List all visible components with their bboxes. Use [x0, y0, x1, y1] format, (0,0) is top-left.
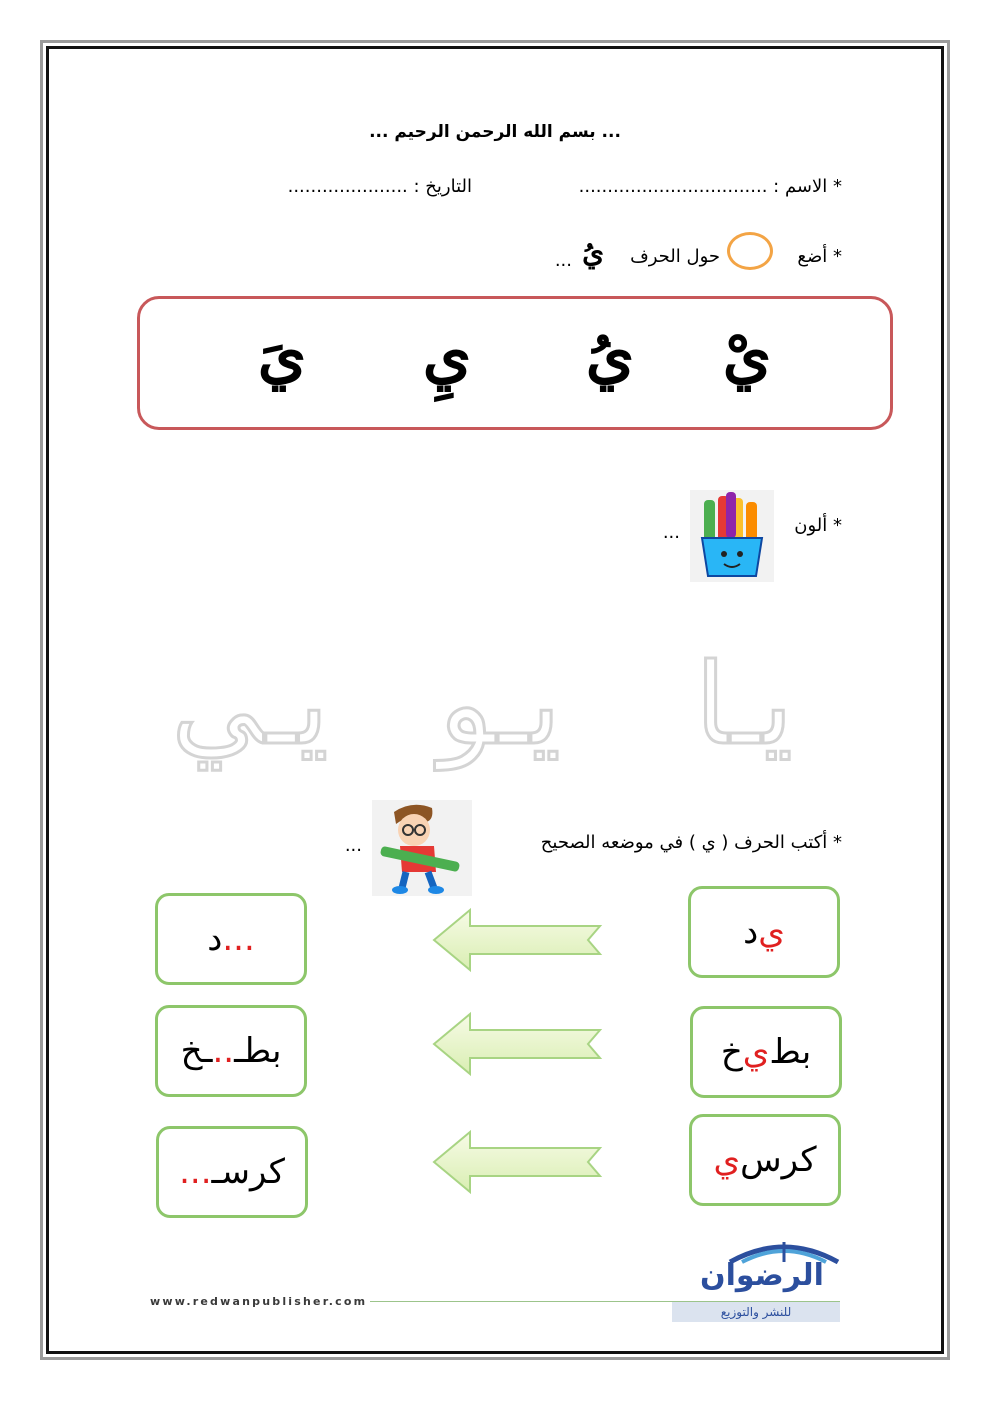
- word-full-1-post: د: [743, 912, 759, 952]
- word-blank-3-letter: ...: [179, 1152, 212, 1192]
- word-box-full-3: [689, 1114, 841, 1206]
- word-full-2-letter: ي: [742, 1032, 770, 1072]
- ex3-label: * أكتب الحرف ( ي ) في موضعه الصحيح: [540, 832, 842, 853]
- word-full-3-letter: ي: [713, 1140, 741, 1180]
- letter-sukun[interactable]: يْ: [722, 318, 772, 391]
- word-box-full-1: [688, 886, 840, 978]
- arrow-left-icon-1: [430, 906, 604, 974]
- word-box-blank-2[interactable]: [155, 1005, 307, 1097]
- publisher-tagline: للنشر والتوزيع: [672, 1302, 840, 1322]
- arrow-left-icon-2: [430, 1010, 604, 1078]
- word-blank-1-post: د: [207, 919, 223, 959]
- footer-url[interactable]: www.redwanpublisher.com: [150, 1295, 368, 1308]
- word-blank-2-letter: ..: [212, 1031, 235, 1071]
- outline-word-ya-ya[interactable]: يـي: [171, 640, 329, 770]
- arrow-left-icon-3: [430, 1128, 604, 1196]
- ex3-trail: ...: [344, 835, 362, 856]
- letter-damma[interactable]: يُ: [585, 318, 635, 391]
- ex1-letter: يُ: [582, 236, 604, 269]
- crayon-cup-icon: [690, 490, 774, 582]
- letter-fatha[interactable]: يَ: [257, 318, 307, 391]
- name-line[interactable]: * الاسم : .................................: [578, 176, 842, 197]
- word-full-3-pre: كرس: [740, 1140, 817, 1180]
- word-box-blank-3[interactable]: [156, 1126, 308, 1218]
- word-box-full-2: [690, 1006, 842, 1098]
- ex1-trail: ...: [554, 250, 572, 271]
- date-line[interactable]: التاريخ : .....................: [287, 176, 472, 197]
- word-full-1-letter: ي: [758, 912, 785, 952]
- ex2-trail: ...: [662, 522, 680, 543]
- publisher-logo-text: الرضوان: [700, 1258, 824, 1293]
- word-blank-3-pre: كرسـ: [211, 1152, 285, 1192]
- boy-with-pencil-icon: [372, 800, 472, 896]
- ex2-label: * ألون: [794, 515, 842, 536]
- ex1-after: حول الحرف: [630, 246, 720, 267]
- outline-word-ya-waw[interactable]: يـو: [439, 640, 561, 770]
- word-box-blank-1[interactable]: [155, 893, 307, 985]
- outline-word-ya-alif[interactable]: يـا: [694, 640, 794, 770]
- word-blank-2-post: ـخ: [180, 1031, 213, 1071]
- word-blank-2-pre: بطـ: [234, 1031, 282, 1071]
- ex1-before: * أضع: [797, 246, 842, 267]
- circle-icon: [727, 232, 773, 270]
- word-full-2-post: خ: [720, 1032, 743, 1072]
- word-blank-1-letter: ...: [222, 919, 255, 959]
- word-full-2-pre: بط: [769, 1032, 812, 1072]
- letter-kasra[interactable]: يِ: [422, 318, 472, 391]
- page-title: ... بسم الله الرحمن الرحيم ...: [369, 122, 621, 142]
